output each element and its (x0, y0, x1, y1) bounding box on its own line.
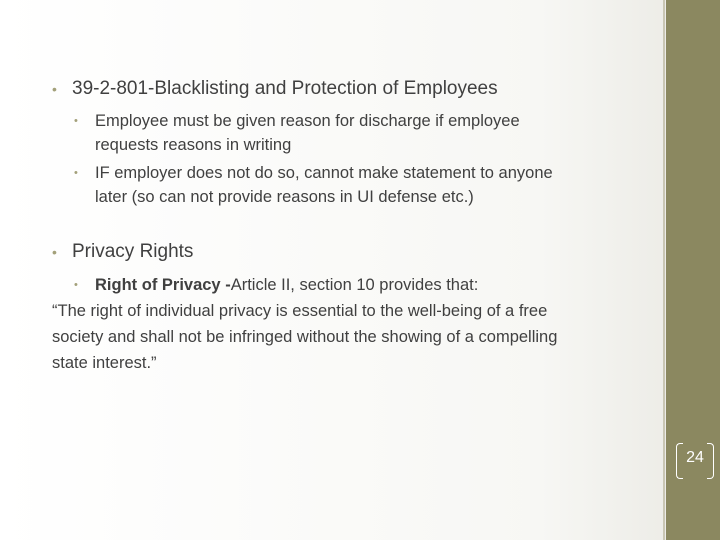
side-divider (663, 0, 665, 540)
sub-bullet-line: IF employer does not do so, cannot make statement to anyone (95, 164, 553, 182)
page-number-badge (676, 443, 714, 479)
sub-bullet-line: requests reasons in writing (95, 136, 292, 154)
quote-line: society and shall not be infringed without the showing of a compelling (52, 328, 558, 346)
bullet-glyph: • (52, 81, 57, 97)
quote-line: “The right of individual privacy is essential to the well-being of a free (52, 302, 548, 320)
quote-line: state interest.” (52, 354, 157, 372)
bullet-glyph: • (74, 167, 78, 179)
bullet-text: 39-2-801-Blacklisting and Protection of Employees (72, 78, 498, 99)
bullet-glyph: • (74, 279, 78, 291)
bullet-glyph: • (74, 115, 78, 127)
sub-bullet-rest: Article II, section 10 provides that: (230, 276, 479, 294)
sub-bullet-line (95, 272, 478, 298)
bold-term: Right of Privacy - (95, 276, 231, 294)
sub-bullet-line: Employee must be given reason for discharge if employee (95, 112, 520, 130)
bullet-glyph: • (52, 244, 57, 260)
sub-bullet-line: later (so can not provide reasons in UI defense etc.) (95, 188, 474, 206)
bullet-text: Privacy Rights (72, 241, 194, 262)
constitution-quote (52, 298, 557, 376)
page-number: 24 (686, 449, 704, 466)
